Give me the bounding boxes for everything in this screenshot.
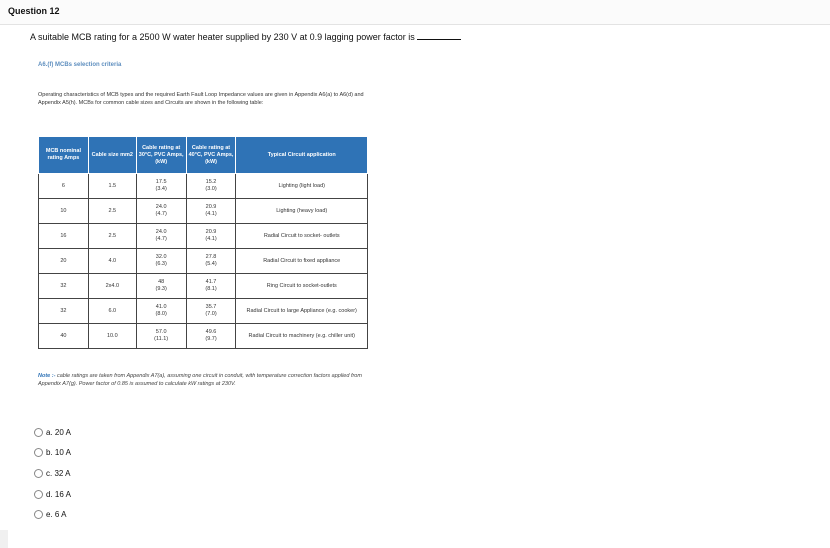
cell-kw-value: (11.1) — [154, 336, 169, 342]
table-row — [39, 174, 368, 199]
cell-value: 6 — [61, 182, 65, 189]
rating-30-cell — [136, 174, 186, 199]
cell-value: 32 — [60, 307, 67, 314]
mcb-cell — [39, 199, 89, 224]
question-text — [30, 31, 461, 42]
cell-kw-value: (5.4) — [205, 261, 217, 267]
application-cell — [236, 274, 368, 299]
radio-button[interactable] — [34, 428, 43, 437]
rating-40-cell — [186, 199, 236, 224]
col-header-rating-40: Cable rating at 40°C, PVC Amps, (kW) — [186, 137, 236, 174]
cable-cell — [88, 174, 136, 199]
cell-kw-value: (4.1) — [205, 211, 217, 217]
page-edge-marker — [0, 530, 8, 548]
cell-value: 10 — [60, 207, 67, 214]
cell-kw-value: (4.1) — [205, 236, 217, 242]
cell-value: Lighting (heavy load) — [276, 207, 328, 214]
question-prompt: A suitable MCB rating for a 2500 W water heater supplied by 230 V at 0.9 lagging power factor is — [30, 32, 415, 42]
cell-value: Lighting (light load) — [278, 182, 325, 189]
option-c[interactable] — [34, 463, 71, 484]
application-cell — [236, 249, 368, 274]
answer-blank — [417, 31, 461, 40]
cell-kw-value: (8.0) — [155, 311, 167, 317]
cell-value: 20 — [60, 257, 67, 264]
note-text: cable ratings are taken from Appendix A7(a), assuming one circuit in conduit, with temperature correction factors applied from Appendix A7(g). Power factor of 0.85 is assumed to calculate kW ratings at 230V. — [38, 373, 362, 387]
question-header — [0, 0, 830, 25]
rating-30-cell — [136, 274, 186, 299]
cell-value: 49.6 — [205, 329, 217, 335]
mcb-cell — [39, 299, 89, 324]
rating-40-cell — [186, 249, 236, 274]
cable-cell — [88, 249, 136, 274]
cell-value: 32 — [60, 282, 67, 289]
mcb-cell — [39, 274, 89, 299]
cable-cell — [88, 199, 136, 224]
cell-value: Radial Circuit to socket- outlets — [263, 232, 340, 239]
rating-30-cell — [136, 224, 186, 249]
mcb-cell — [39, 249, 89, 274]
cell-value: 40 — [60, 332, 67, 339]
table-row — [39, 274, 368, 299]
cell-kw-value: (9.7) — [205, 336, 217, 342]
table-body — [39, 174, 368, 349]
rating-30-cell — [136, 299, 186, 324]
mcb-cell — [39, 224, 89, 249]
col-header-mcb: MCB nominal rating Amps — [39, 137, 89, 174]
cable-cell — [88, 324, 136, 349]
application-cell — [236, 299, 368, 324]
radio-button[interactable] — [34, 469, 43, 478]
cell-value: Radial Circuit to large Appliance (e.g. cooker) — [246, 307, 357, 314]
cell-value: 41.7 — [205, 279, 217, 285]
mcb-cell — [39, 174, 89, 199]
cell-value: 48 — [158, 279, 165, 285]
cell-kw-value: (4.7) — [155, 236, 167, 242]
cell-value: Radial Circuit to fixed appliance — [263, 257, 341, 264]
table-row — [39, 224, 368, 249]
figure-note — [38, 372, 373, 388]
cell-value: 20.9 — [205, 204, 217, 210]
cell-value: 27.8 — [205, 254, 217, 260]
cell-kw-value: (3.4) — [155, 186, 167, 192]
cell-value: 10.0 — [106, 332, 118, 339]
cable-cell — [88, 274, 136, 299]
application-cell — [236, 174, 368, 199]
cell-value: 20.9 — [205, 229, 217, 235]
figure-section-title: A6.(f) MCBs selection criteria — [38, 62, 122, 68]
table-row — [39, 299, 368, 324]
option-e[interactable] — [34, 504, 71, 525]
cell-value: Radial Circuit to machinery (e.g. chiller unit) — [248, 332, 355, 339]
application-cell — [236, 224, 368, 249]
rating-40-cell — [186, 224, 236, 249]
cell-value: Ring Circuit to socket-outlets — [266, 282, 337, 289]
option-b[interactable] — [34, 443, 71, 464]
option-label[interactable]: a. 20 A — [46, 427, 71, 437]
cell-kw-value: (8.1) — [205, 286, 217, 292]
figure-intro-text: Operating characteristics of MCB types and the required Earth Fault Loop Impedance values are given in Appendix A6(a) to A6(d) and Appendix A5(h). MCBs for common cable sizes and Circuits are shown in the following table: — [38, 92, 364, 106]
option-label[interactable]: b. 10 A — [46, 448, 71, 458]
note-label: Note :- — [38, 373, 56, 379]
cell-value: 6.0 — [108, 307, 117, 314]
application-cell — [236, 199, 368, 224]
option-label[interactable]: e. 6 A — [46, 510, 67, 520]
cell-value: 2.5 — [108, 232, 117, 239]
question-number: Question 12 — [8, 6, 60, 16]
rating-30-cell — [136, 199, 186, 224]
rating-30-cell — [136, 324, 186, 349]
cell-value: 41.0 — [155, 304, 167, 310]
answer-options — [34, 422, 71, 525]
col-header-application: Typical Circuit application — [236, 137, 368, 174]
mcb-cell — [39, 324, 89, 349]
table-row — [39, 199, 368, 224]
rating-40-cell — [186, 174, 236, 199]
cell-kw-value: (7.0) — [205, 311, 217, 317]
radio-button[interactable] — [34, 490, 43, 499]
cell-kw-value: (6.3) — [155, 261, 167, 267]
cell-value: 15.2 — [205, 179, 217, 185]
cell-value: 16 — [60, 232, 67, 239]
table-row — [39, 324, 368, 349]
rating-30-cell — [136, 249, 186, 274]
cell-value: 4.0 — [108, 257, 117, 264]
cell-kw-value: (4.7) — [155, 211, 167, 217]
cell-value: 24.0 — [155, 204, 167, 210]
cell-kw-value: (3.0) — [205, 186, 217, 192]
cell-value: 1.5 — [108, 182, 117, 189]
table-header-row — [39, 137, 368, 174]
reference-figure — [38, 62, 373, 387]
option-label[interactable]: c. 32 A — [46, 468, 71, 478]
col-header-rating-30: Cable rating at 30°C, PVC Amps, (kW) — [136, 137, 186, 174]
radio-button[interactable] — [34, 510, 43, 519]
cell-value: 57.0 — [155, 329, 167, 335]
mcb-selection-table — [38, 136, 368, 349]
cable-cell — [88, 299, 136, 324]
rating-40-cell — [186, 324, 236, 349]
cell-value: 2.5 — [108, 207, 117, 214]
radio-button[interactable] — [34, 448, 43, 457]
cable-cell — [88, 224, 136, 249]
cell-value: 35.7 — [205, 304, 217, 310]
col-header-cable: Cable size mm2 — [88, 137, 136, 174]
cell-value: 17.5 — [155, 179, 167, 185]
cell-value: 24.0 — [155, 229, 167, 235]
rating-40-cell — [186, 299, 236, 324]
rating-40-cell — [186, 274, 236, 299]
option-a[interactable] — [34, 422, 71, 443]
cell-kw-value: (9.3) — [155, 286, 167, 292]
cell-value: 2x4.0 — [105, 282, 120, 289]
cell-value: 32.0 — [155, 254, 167, 260]
application-cell — [236, 324, 368, 349]
table-row — [39, 249, 368, 274]
option-d[interactable] — [34, 484, 71, 505]
option-label[interactable]: d. 16 A — [46, 489, 71, 499]
